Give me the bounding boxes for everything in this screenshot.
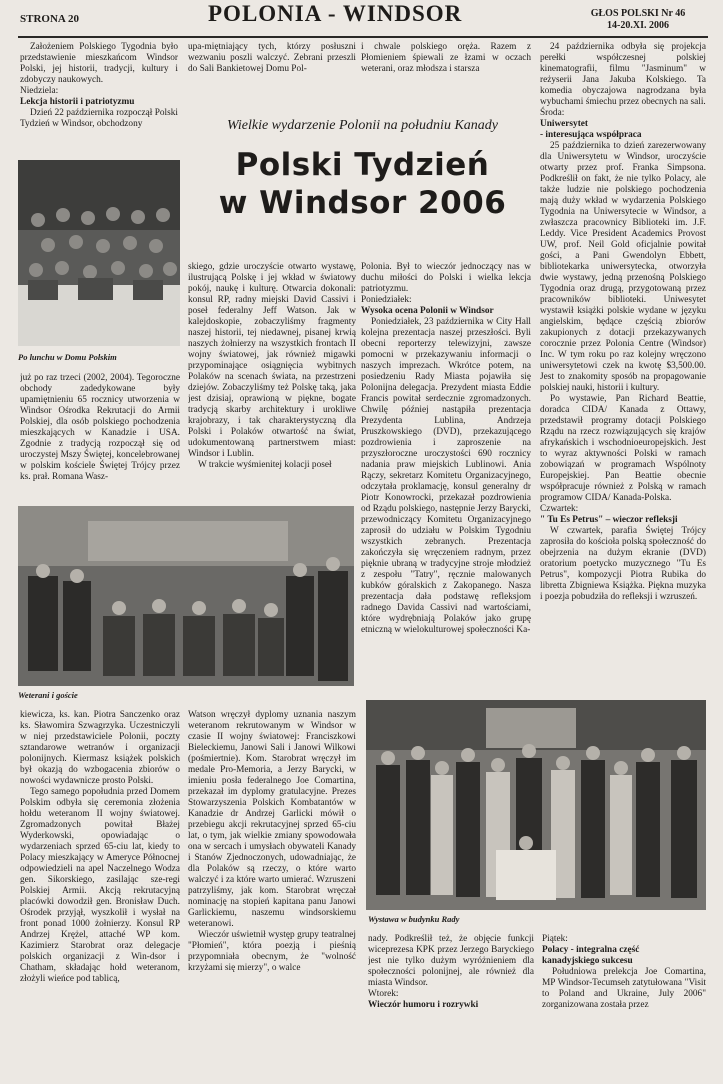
col4-bot [542, 934, 706, 1074]
photo-veterans-image [18, 506, 354, 686]
caption-lunch: Po lunchu w Domu Polskim [18, 352, 117, 362]
page-number: STRONA 20 [20, 13, 79, 25]
day-wednesday: Środa: [540, 108, 565, 118]
col1-bot-paragraph-2: Tego samego popołudnia przed Domem Polskim odbyła się ceremonia złożenia hołdu weteranom II wojny światowej. Zgromadzonych powitał Błażej Wyderkowski, opowiadając o wydarzeniach sprzed 65-ciu lat, kiedy to Polacy mieszkający w Ameryce Północnej odpowiedzieli na apel Naczelnego Wodza gen. Sikorskiego, zasilając sze-regi Polskiej Armii. Akcją rekrutacyjną placówki dowodził gen. Bronisław Duch. Ośrodek przyjął, wyszkolił i wysłał na front ponad 1000 żołnierzy. Konsul RP Andrzej Krężel, attaché WP kom. Kazimierz Starobrat oraz delegacje polskich organizacji z Win-dsor i Chatham, składając hołd weteranom, złożyli wieńce pod tablicą, [20, 787, 180, 984]
photo-exhibition [366, 700, 706, 910]
sunday-paragraph: Dzień 22 października rozpoczął Polski Tydzień w Windsor, obchodzony [20, 108, 178, 129]
photo-lunch [18, 160, 180, 346]
subhead-tuesday: Wieczór humoru i rozrywki [368, 1000, 479, 1010]
day-tuesday: Wtorek: [368, 989, 399, 999]
photo-exhibition-image [366, 700, 706, 910]
col2-bot [188, 710, 356, 1072]
subhead-tu-es-petrus: " Tu Es Petrus" – wieczor refleksji [540, 515, 678, 525]
col4-bot-paragraph: Południowa prelekcja Joe Comartina, MP Windsor-Tecumseh zatytułowana "Visit to Poland and Ukraine, July 2006" zorganizowana została przez [542, 967, 706, 1010]
title-line-1: Polski Tydzień [235, 147, 490, 183]
caption-veterans: Weterani i goście [18, 690, 78, 700]
photo-lunch-image [18, 160, 180, 346]
col1-bot [20, 710, 180, 1072]
col2-top [188, 42, 356, 102]
col1-mid [20, 373, 180, 498]
subhead-university: Uniwersytet [540, 119, 589, 129]
col3-top [361, 42, 531, 102]
col1-mid-paragraph: już po raz trzeci (2002, 2004). Tegoroczne obchody zadedykowane były upamiętnieniu 65 rocznicy utworzenia w Windsor Ośrodka Rekrutacji do Armii Polskiej, dla osób polskiego pochodzenia mieszkających w Kanadzie i USA. Zgodnie z tradycją rozpoczął się od uroczystej Mszy Świętej, koncelebrowanej w polskim kościele Świętej Trójcy przez ks. prał. Romana Wasz- [20, 373, 180, 482]
col2-top-paragraph: upa-miętniający tych, którzy posłuszni wezwaniu poszli walczyć. Zebrani przeszli do Sali Bankietowej Domu Pol- [188, 42, 356, 74]
issue-date: 14-20.XI. 2006 [607, 20, 669, 31]
col4-paragraph-2: 25 października to dzień zarezerwowany dla Uniwersytetu w Windsor, uroczyście otwarty przez prof. Franka Simpsona. Podkreślił on fakt, że nie tylko Polacy, ale także ludzie nie polskiego pochodzenia mają duży wkład w wydarzenia Polskiego Tygodnia na Uniwersytecie w Windsor, a zwłaszcza pracownicy Biblioteki im. J.F. Leddy. Vice President Academics Provost UW, prof. Neil Gold oficjalnie powitał gości, a Pani Gwendolyn Ebbett, bibliotekarka uniwersytecka, otworzyła dwie wystawy, jedną przenośną Polskiego Tygodnia oraz drugą, przygotowaną przez pracowników biblioteki. Uniwesytet wystawił książki polskie wydane w języku angielskim, będące częścią zbiorów zakupionych z dotacji przekazywanych corocznie przez Polonia Centre (Windsor) Inc. W tym roku po raz kolejny wręczono uniwersytetowi czek na kwotę $3,500.00. Jest to znakomity sposób na propagowanie polskiej nauki, historii i kultury. [540, 141, 706, 393]
col4-paragraph-1: 24 października odbyła się projekcja perełki współczesnej polskiej kinematografii, filmu "Jasminum" w reżyserii Jana Jakuba Kolskiego. Ta komedia obyczajowa nagrodzana była wybuchami śmiechu przez obecnych na sali. [540, 42, 706, 107]
col2-mid-paragraph-2: W trakcie wyśmienitej kolacji poseł [198, 460, 332, 470]
subhead-monday: Wysoka ocena Polonii w Windsor [361, 306, 494, 316]
article-title [190, 146, 535, 222]
col3-bot [368, 934, 534, 1074]
day-thursday: Czwartek: [540, 504, 579, 514]
col3-mid [361, 262, 531, 692]
col2-bot-paragraph-1: Watson wręczył dyplomy uznania naszym weteranom rekrutowanym w Windsor w czasie II wojny światowej: Franciszkowi Bieleckiemu, Janowi Sali i Janowi Wilkowi (pośmiertnie). Kom. Starobrat wręczył im medale Pro-Memoria, a Jerzy Barycki, w imieniu posła federalnego Joe Comartina, przekazał im dyplomy gratulacyjne. Prezes Stowarzyszenia Polskich Kombatantów w Kanadzie dr Andrzej Garlicki mówił o przebiegu akcji rekrutacyjnej sprzed 65-ciu lat, o tym, jak wielkie zmiany spowodowała ona w sercach i umysłach obywateli Kanady i Stanów Zjednoczonych, udowadniając, że dla Polaków są rzeczy, o które warto walczyć i za które warto umierać. Wzruszeni patrzyliśmy, jak kom. Starobrat wręczał nominację na stopień kapitana panu Janowi Garlickiemu, naszemu windsorskiemu weteranowi. [188, 710, 356, 929]
col1-bot-paragraph-1: kiewicza, ks. kan. Piotra Sanczenko oraz ks. Sławomira Szwagrzyka. Uczestniczyli w niej przedstawiciele Polonii, poczty sztandarowe wetranów i organizacji polonijnych. Kiermasz książek polskich był okazją do wzbogacenia zbiorów o nowości wydawnicze prosto Polski. [20, 710, 180, 786]
col4-paragraph-3: Po wystawie, Pan Richard Beattie, doradca CIDA/ Kanada z Ottawy, przedstawił programy dotacji Polskiego Rządu na rzecz rozwiązujących się krajów afrykańskich i wschodnioeuropejskich. Jest to wyraz aktywności Polski w ramach zobowiązań w programach Wspólnoty Europejskiej. Pan Beattie obecnie współpracuje również z Polską w ramach programow CIDA/ Kanada-Polska. [540, 394, 706, 503]
intro-paragraph: Założeniem Polskiego Tygodnia było przedstawienie mieszkańcom Windsor Polski, jej historii, tradycji, kultury i zdobyczy naukowych. [20, 42, 178, 85]
header-rule [18, 36, 708, 38]
day-sunday: Niedziela: [20, 86, 59, 96]
issue-number: GŁOS POLSKI Nr 46 [590, 8, 686, 19]
subhead-friday-2: kanadyjskiego sukcesu [542, 956, 633, 966]
section-title: POLONIA - WINDSOR [208, 1, 463, 26]
col2-bot-paragraph-2: Wieczór uświetnił występ grupy teatralnej "Płomień", która poezją i pieśnią przypomniała obecnym, że "wolność krzyżami się mierzy", o walce [188, 930, 356, 973]
col4-paragraph-4: W czwartek, parafia Świętej Trójcy zaprosiła do kościoła polską społeczność do obejrzenia na dużym ekranie (DVD) oratorium poetycko muzycznego "Tu Es Petrus", kompozycji Piotra Rubika do libretta Zbigniewa Książka. Piękna muzyka i poezja pobudziła do refleksji i wzruszeń. [540, 526, 706, 602]
issue-info [568, 8, 708, 32]
photo-veterans [18, 506, 354, 686]
col2-mid-paragraph-1: skiego, gdzie uroczyście otwarto wystawę, ilustrującą Polskę i jej wkład w światowy pokój, naukę i kulturę. Otwarcia dokonali: konsul RP, radny miejski David Cassivi i poseł federalny Jeff Watson. Jak w kalejdoskopie, zobaczyliśmy fragmenty naszej historii, tej niedawnej, pisanej krwią naszych żołnierzy na wszystkich frontach II wojny światowej, jak również migawki przypominające osiągnięcia wybitnych Polaków na scenach świata, na przestrzeni dziejów. Zobaczyliśmy też Polskę taką, jaka jest dzisiaj, oprawioną w piękne, bogate tradycją skarby architektury i urokliwe krajobrazy, i tak charakterystyczną dla Polski i Polaków otwartość na świat, udokumentowaną partnerstwem miast: Windsor i Lublin. [188, 262, 356, 459]
day-monday: Poniedziałek: [361, 295, 412, 305]
col3-mid-paragraph-2: Poniedziałek, 23 października w City Hall kolejna prezentacja naszej przeszłości. Byli obecni reporterzy telewizyjni, zawsze pomocni w przekazywaniu informacji o naszych imprezach. Wkrótce potem, na posiedzeniu Rady Miasta pojawiła się Polonijna delegacja. Prezydent miasta Eddie Francis powitał serdecznie zgromadzonych. Chwilę później nastąpiła prezentacja Prezydenta Lublina, Andrzeja Pruszkowskiego (DVD), przekazującego pozdrowienia i zaproszenie na przyszłoroczne uroczystości 690 rocznicy nadania praw miejskich Lublinowi. Ania Rączy, sekretarz Komitetu Organizacyjnego, odczytała proklamację, konsul generalny dr Piotr Konowrocki, przekazał pozdrowienia od Rządu polskiego, następnie Jerzy Barycki, przewodniczący Komitetu Organizacyjnego zaprosił do udziału w Polskim Tygodniu wszystkich zebranych. Prezentacja zakończyła się wręczeniem radnym, przez pięknie ubraną w tradycyjne stroje młodzież z zespołu "Tatry", ręcznie malowanych kubków góralskich z Zakopanego. Nasza prezentacja dała podstawę refleksjom radnego Davida Cassivi nad wartościami, które wydrębniają Polaków jako grupę etniczną w wielokulturowej społeczności Ka- [361, 317, 531, 635]
day-friday: Piątek: [542, 934, 568, 944]
caption-exhibition: Wystawa w budynku Rady [368, 914, 460, 924]
col3-bot-paragraph: nady. Podkreślił też, że objęcie funkcji wiceprezesa KPK przez Jerzego Baryckiego jest nie tylko dużym wyróżnieniem dla społeczności polonijnej, ale również dla miasta Windsor. [368, 934, 534, 988]
col3-mid-paragraph-1: Polonia. Był to wieczór jednoczący nas w duchu miłości do Polski i wielka lekcja patriotyzmu. [361, 262, 531, 294]
subhead-history: Lekcja historii i patriotyzmu [20, 97, 135, 107]
col4-top [540, 42, 706, 694]
subhead-university-2: - interesująca współpraca [540, 130, 642, 140]
article-kicker: Wielkie wydarzenie Polonii na południu Kanady [226, 118, 499, 133]
col2-mid [188, 262, 356, 500]
col3-top-paragraph: i chwale polskiego oręża. Razem z Płomieniem śpiewali ze łzami w oczach weterani, oraz młodsza i starsza [361, 42, 531, 74]
col1-top [20, 42, 178, 152]
subhead-friday: Polacy - integralna część [542, 945, 640, 955]
title-line-2: w Windsor 2006 [218, 185, 507, 221]
